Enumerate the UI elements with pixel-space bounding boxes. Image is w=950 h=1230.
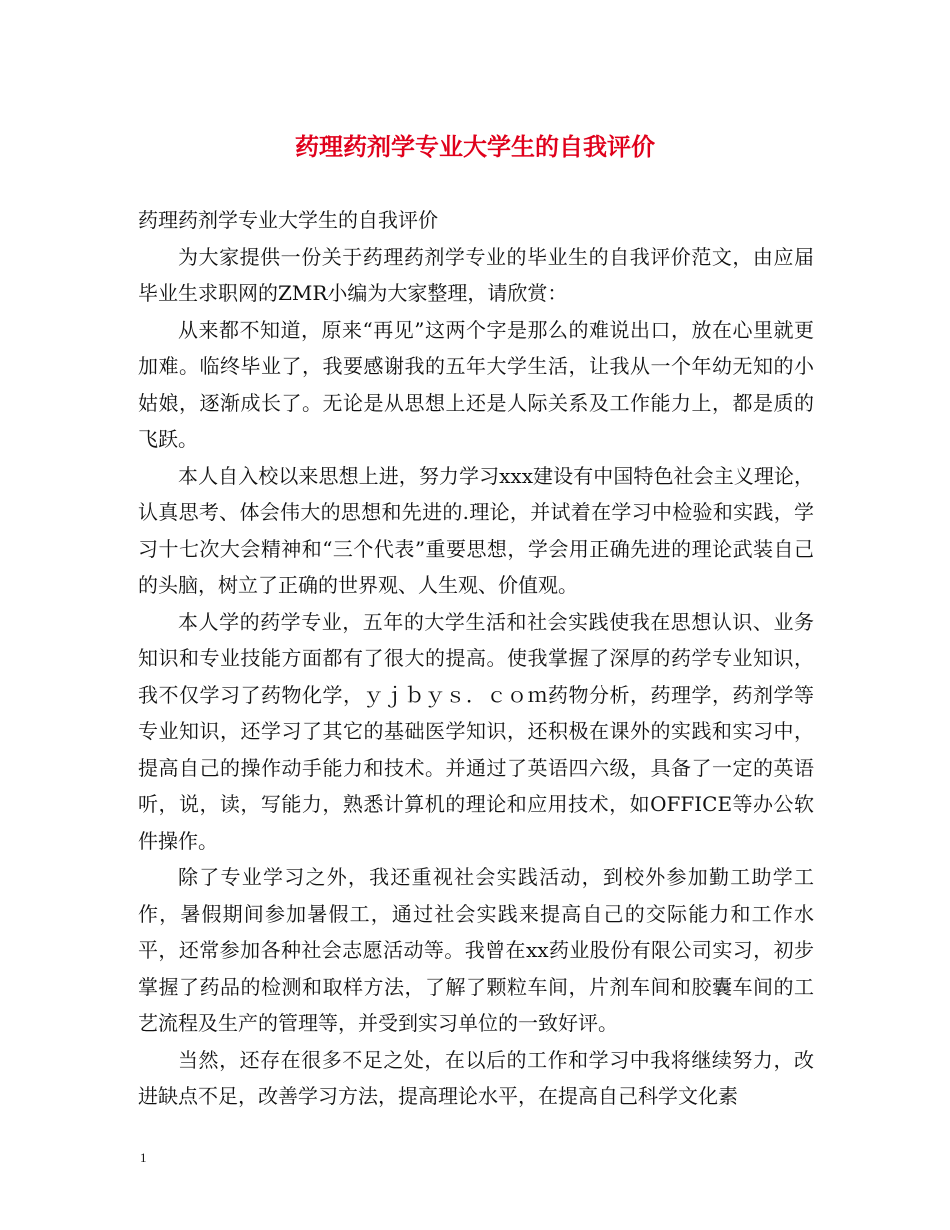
page-number: 1 bbox=[140, 1150, 147, 1165]
document-body bbox=[138, 202, 814, 1115]
document-subtitle: 药理药剂学专业大学生的自我评价 bbox=[138, 208, 438, 232]
paragraph-farewell: 从来都不知道，原来“再见”这两个字是那么的难说出口，放在心里就更加难。临终毕业了，我要感谢我的五年大学生活，让我从一个年幼无知的小姑娘，逐渐成长了。无论是从思想上还是人际关系及工作能力上，都是质的飞跃。 bbox=[138, 317, 814, 451]
paragraph-intro: 为大家提供一份关于药理药剂学专业的毕业生的自我评价范文，由应届毕业生求职网的ZMR小编为大家整理，请欣赏： bbox=[138, 244, 814, 305]
paragraph-ideology: 本人自入校以来思想上进，努力学习xxx建设有中国特色社会主义理论，认真思考、体会伟大的思想和先进的.理论，并试着在学习中检验和实践，学习十七次大会精神和“三个代表”重要思想，学会用正确先进的理论武装自己的头脑，树立了正确的世界观、人生观、价值观。 bbox=[138, 463, 814, 597]
document-title: 药理药剂学专业大学生的自我评价 bbox=[295, 132, 655, 161]
paragraph-shortcomings: 当然，还存在很多不足之处，在以后的工作和学习中我将继续努力，改进缺点不足，改善学习方法，提高理论水平，在提高自己科学文化素 bbox=[138, 1047, 814, 1108]
paragraph-social-practice: 除了专业学习之外，我还重视社会实践活动，到校外参加勤工助学工作，暑假期间参加暑假工，通过社会实践来提高自己的交际能力和工作水平，还常参加各种社会志愿活动等。我曾在xx药业股份有限公司实习，初步掌握了药品的检测和取样方法，了解了颗粒车间，片剂车间和胶囊车间的工艺流程及生产的管理等，并受到实习单位的一致好评。 bbox=[138, 865, 814, 1035]
paragraph-major-study: 本人学的药学专业，五年的大学生活和社会实践使我在思想认识、业务知识和专业技能方面都有了很大的提高。使我掌握了深厚的药学专业知识，我不仅学习了药物化学，ｙｊｂｙｓ．ｃｏｍ药物分析，药理学，药剂学等专业知识，还学习了其它的基础医学知识，还积极在课外的实践和实习中，提高自己的操作动手能力和技术。并通过了英语四六级，具备了一定的英语听，说，读，写能力，熟悉计算机的理论和应用技术，如OFFICE等办公软件操作。 bbox=[138, 609, 814, 853]
